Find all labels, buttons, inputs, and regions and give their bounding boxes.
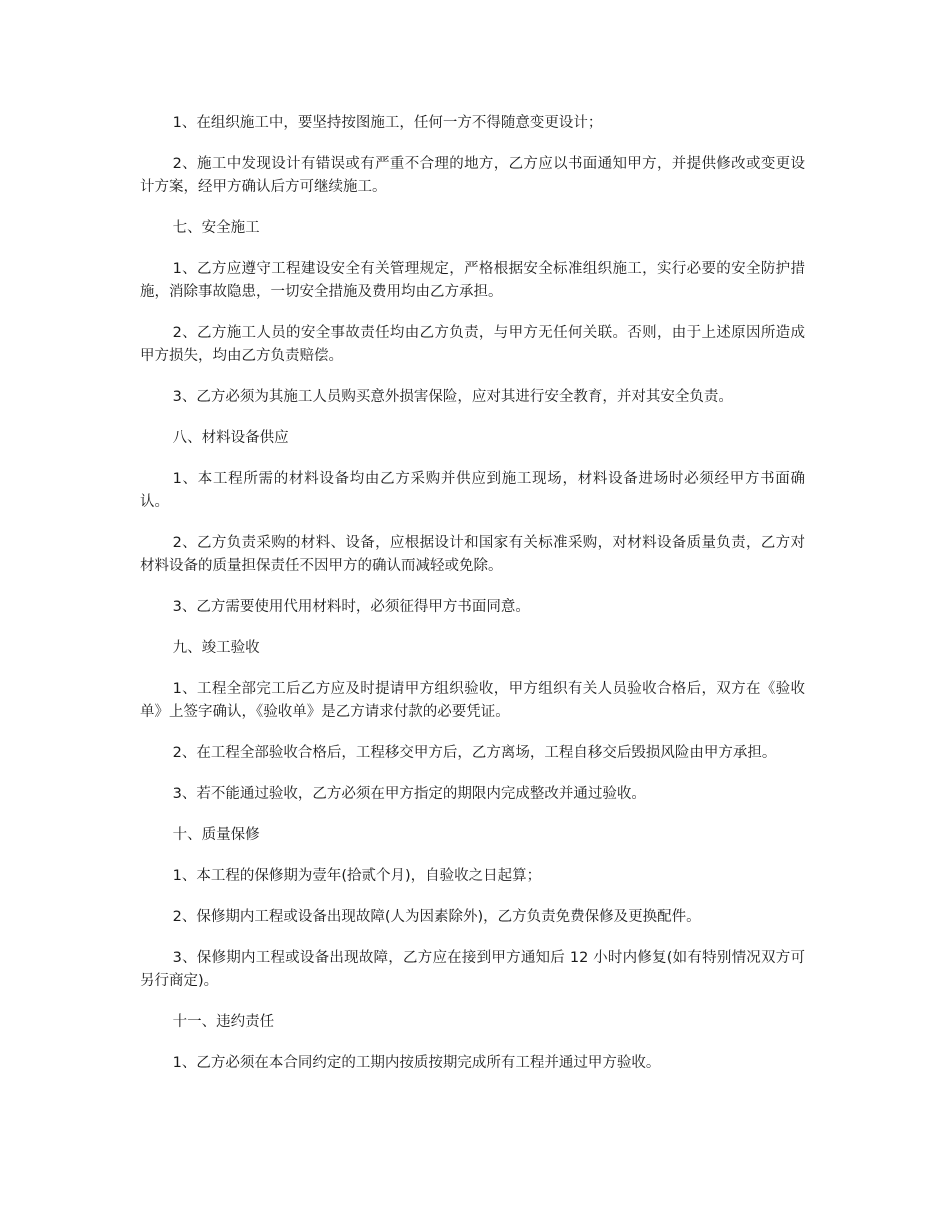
clause-acceptance-risk: 2、在工程全部验收合格后，工程移交甲方后，乙方离场，工程自移交后毁损风险由甲方承担。: [172, 745, 777, 761]
section-heading-materials: 八、材料设备供应: [172, 430, 289, 446]
clause-materials-substitute: 3、乙方需要使用代用材料时，必须征得甲方书面同意。: [172, 599, 530, 615]
clause-safety-rules: 1、乙方应遵守工程建设安全有关管理规定，严格根据安全标准组织施工，实行必要的安全防护措施，消除事故隐患，一切安全措施及费用均由乙方承担。: [140, 261, 805, 300]
clause-warranty-response: 3、保修期内工程或设备出现故障，乙方应在接到甲方通知后 12 小时内修复(如有特别情况双方可另行商定)。: [140, 950, 805, 989]
clause-design-error: 2、施工中发现设计有错误或有严重不合理的地方，乙方应以书面通知甲方，并提供修改或变更设计方案，经甲方确认后方可继续施工。: [140, 156, 805, 195]
clause-safety-insurance: 3、乙方必须为其施工人员购买意外损害保险，应对其进行安全教育，并对其安全负责。: [172, 389, 733, 405]
section-heading-warranty: 十、质量保修: [172, 827, 260, 843]
clause-materials-quality: 2、乙方负责采购的材料、设备，应根据设计和国家有关标准采购，对材料设备质量负责，乙方对材料设备的质量担保责任不因甲方的确认而减轻或免除。: [140, 535, 805, 574]
clause-acceptance-rectify: 3、若不能通过验收，乙方必须在甲方指定的期限内完成整改并通过验收。: [172, 786, 646, 802]
clause-breach-schedule: 1、乙方必须在本合同约定的工期内按质按期完成所有工程并通过甲方验收。: [172, 1055, 661, 1071]
clause-design-change: 1、在组织施工中，要坚持按图施工，任何一方不得随意变更设计；: [172, 115, 603, 131]
clause-safety-liability: 2、乙方施工人员的安全事故责任均由乙方负责，与甲方无任何关联。否则，由于上述原因所造成甲方损失，均由乙方负责赔偿。: [140, 325, 805, 364]
section-heading-acceptance: 九、竣工验收: [172, 640, 260, 656]
clause-warranty-free-repair: 2、保修期内工程或设备出现故障(人为因素除外)，乙方负责免费保修及更换配件。: [172, 909, 701, 925]
section-heading-safety: 七、安全施工: [172, 220, 260, 236]
clause-warranty-period: 1、本工程的保修期为壹年(拾贰个月)，自验收之日起算；: [172, 868, 542, 884]
section-heading-breach: 十一、违约责任: [172, 1014, 275, 1030]
clause-acceptance-process: 1、工程全部完工后乙方应及时提请甲方组织验收，甲方组织有关人员验收合格后，双方在《验收单》上签字确认，《验收单》是乙方请求付款的必要凭证。: [140, 681, 805, 720]
clause-materials-procurement: 1、本工程所需的材料设备均由乙方采购并供应到施工现场，材料设备进场时必须经甲方书面确认。: [140, 471, 805, 510]
document-page: [140, 112, 805, 1093]
